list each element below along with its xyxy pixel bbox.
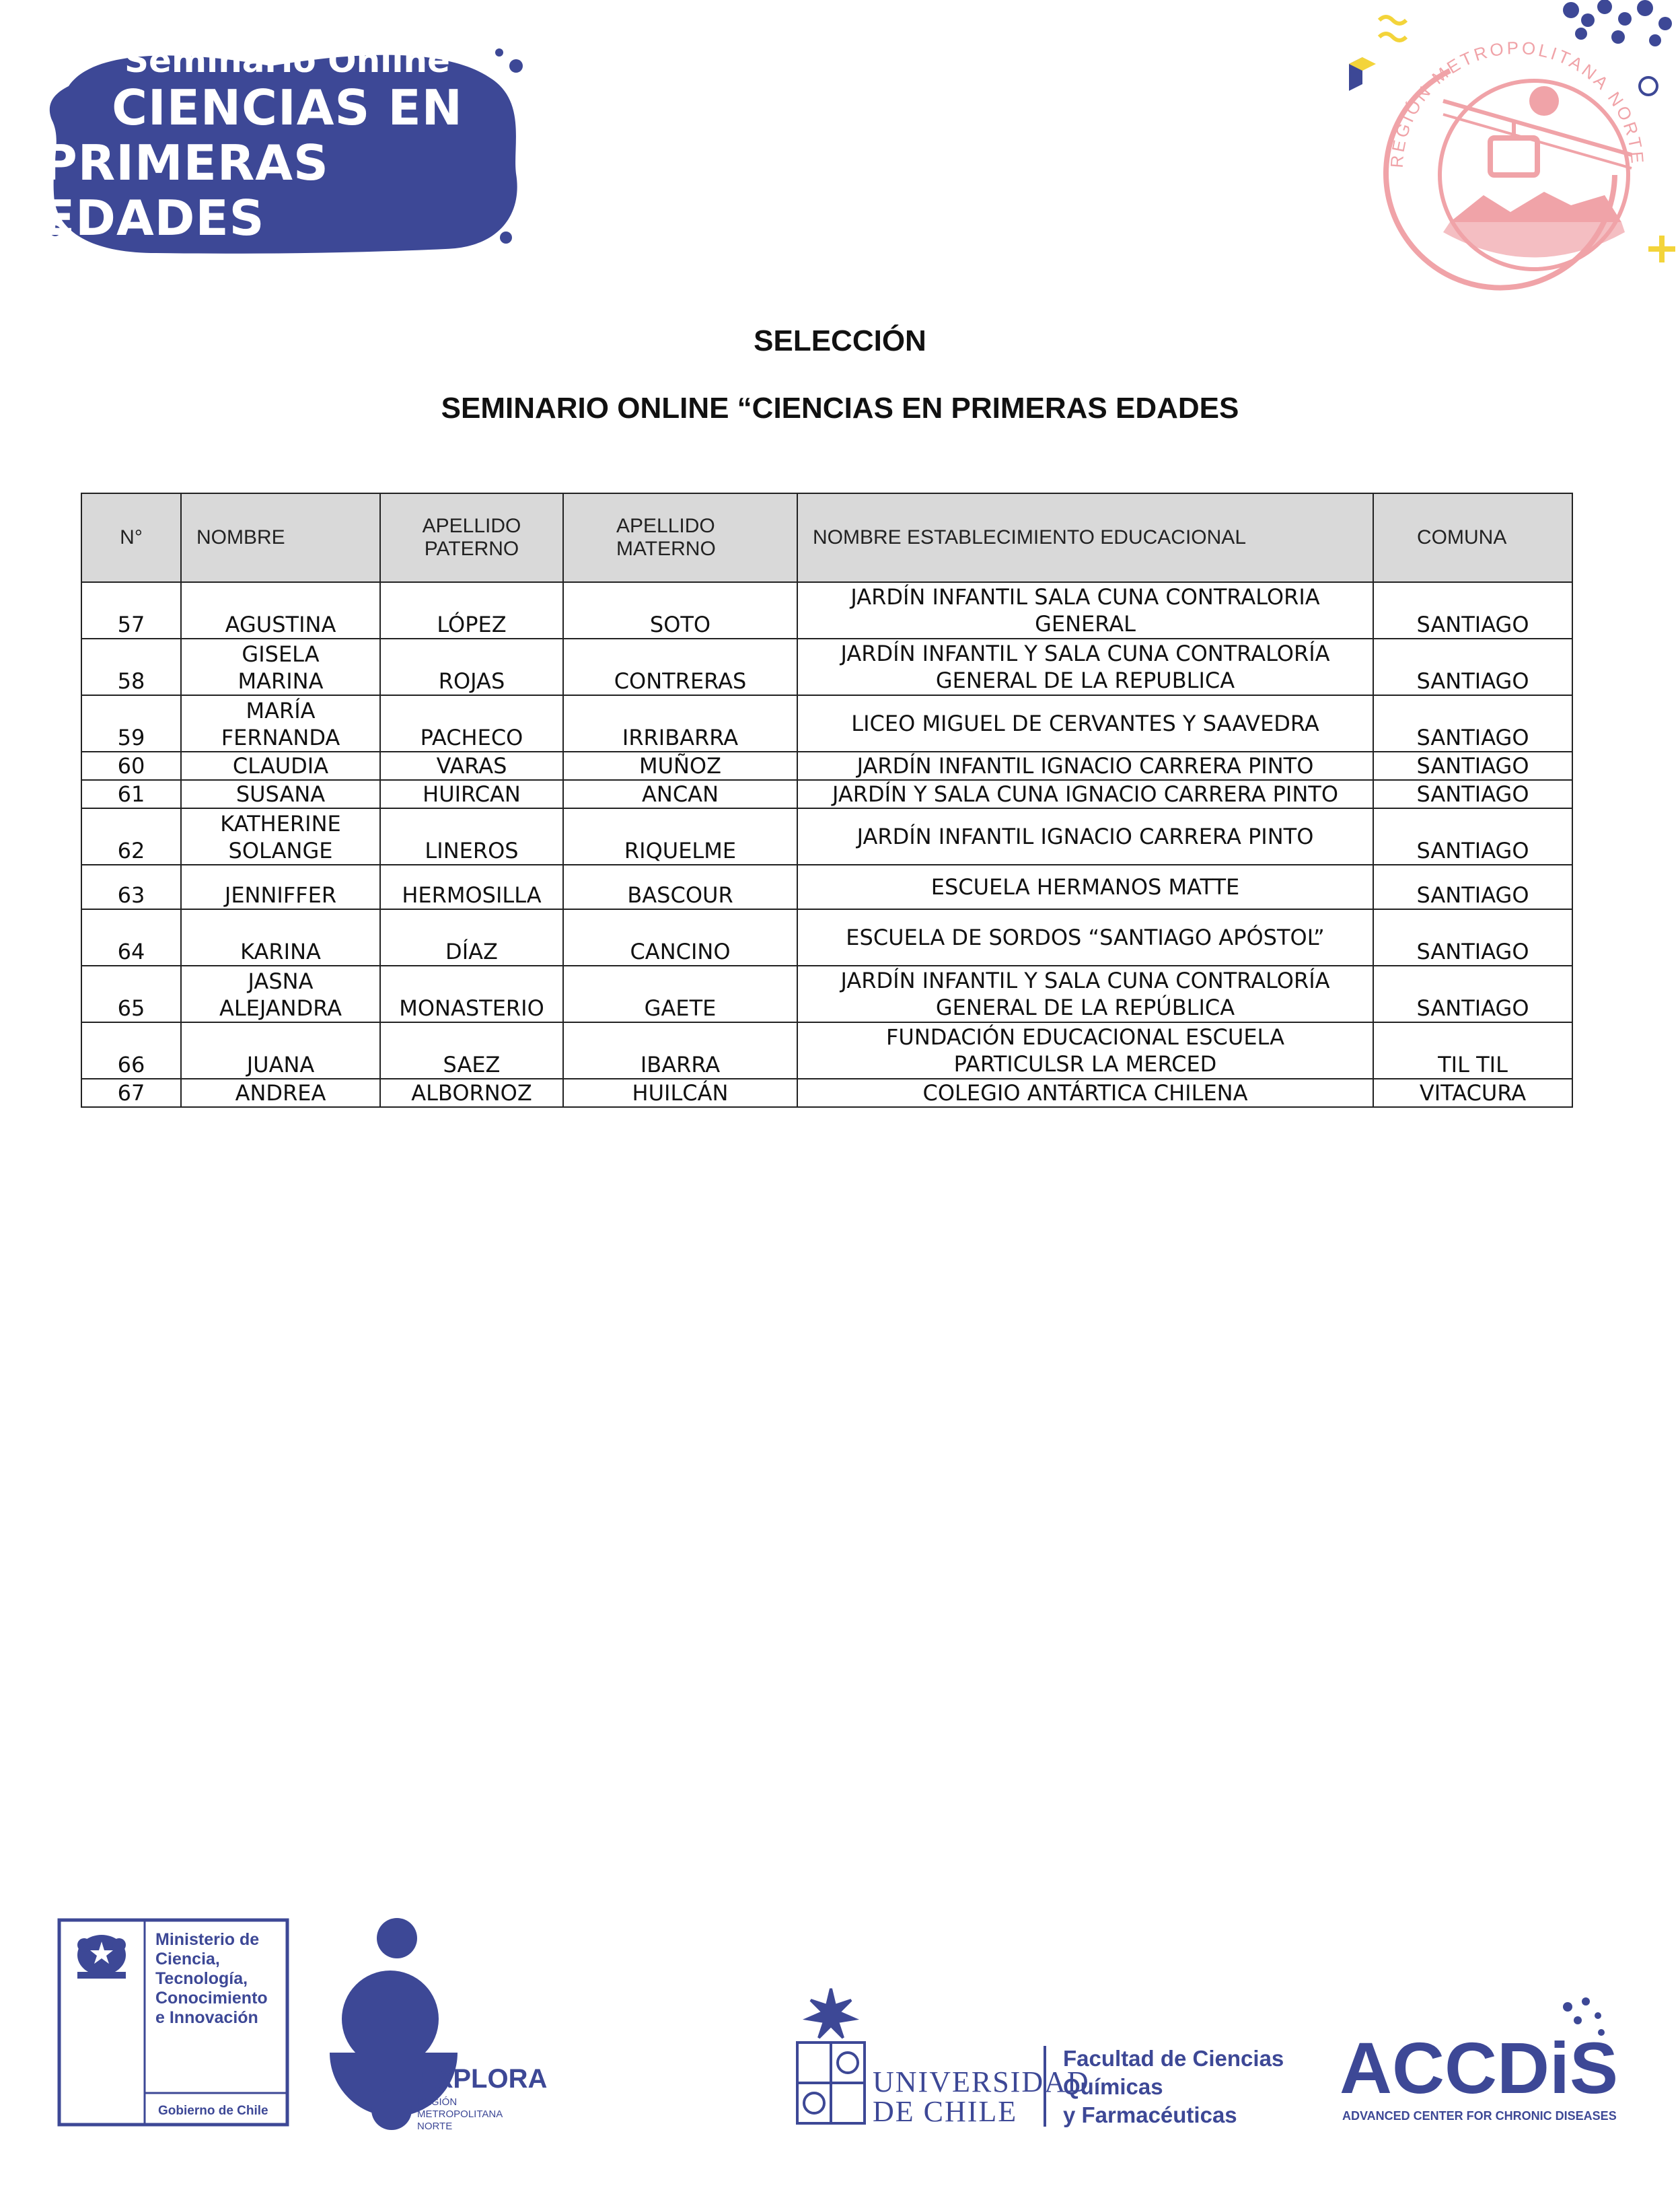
cell-paterno: LÓPEZ	[380, 582, 563, 639]
uchile-line-1: UNIVERSIDAD	[873, 2065, 1090, 2098]
cell-paterno: VARAS	[380, 752, 563, 780]
explora-logo	[316, 1911, 558, 2133]
cell-num: 64	[81, 909, 181, 966]
cell-nombre: SUSANA	[181, 780, 380, 808]
cell-materno: GAETE	[563, 966, 797, 1022]
table-row	[81, 909, 1572, 966]
table-row	[81, 1079, 1572, 1107]
header-materno-line2: MATERNO	[616, 538, 716, 560]
cell-nombre: GISELA MARINA	[181, 639, 380, 695]
accdis-logo	[1336, 1992, 1632, 2127]
banner-subtitle: Seminario Online	[124, 41, 450, 80]
cell-materno: SOTO	[563, 582, 797, 639]
header-materno-line1: APELLIDO	[616, 515, 715, 537]
cell-materno: BASCOUR	[563, 865, 797, 909]
facultad-line-2: Químicas	[1063, 2074, 1163, 2099]
region-label: REGIÓN METROPOLITANA NORTE	[1386, 37, 1648, 169]
cell-comuna: SANTIAGO	[1373, 582, 1572, 639]
cell-establecimiento: JARDÍN Y SALA CUNA IGNACIO CARRERA PINTO	[797, 780, 1373, 808]
cell-establecimiento: ESCUELA DE SORDOS “SANTIAGO APÓSTOL”	[797, 909, 1373, 966]
cell-establecimiento: LICEO MIGUEL DE CERVANTES Y SAAVEDRA	[797, 695, 1373, 752]
selection-table	[81, 493, 1573, 1108]
cell-num: 60	[81, 752, 181, 780]
uchile-logo	[791, 1979, 1302, 2133]
banner-line-2: PRIMERAS EDADES	[42, 135, 329, 246]
cell-num: 61	[81, 780, 181, 808]
cell-num: 58	[81, 639, 181, 695]
explora-label: EXPLORA	[417, 2064, 548, 2094]
cell-establecimiento: COLEGIO ANTÁRTICA CHILENA	[797, 1079, 1373, 1107]
cell-nombre: CLAUDIA	[181, 752, 380, 780]
ministerio-line-4: Conocimiento	[155, 1989, 268, 2008]
cell-establecimiento: JARDÍN INFANTIL IGNACIO CARRERA PINTO	[797, 808, 1373, 865]
cell-paterno: LINEROS	[380, 808, 563, 865]
header-establecimiento: NOMBRE ESTABLECIMIENTO EDUCACIONAL	[797, 493, 1373, 582]
table-row	[81, 966, 1572, 1022]
cell-comuna: SANTIAGO	[1373, 865, 1572, 909]
page-title: SELECCIÓN	[754, 324, 926, 357]
cell-nombre: AGUSTINA	[181, 582, 380, 639]
header-nombre: NOMBRE	[181, 493, 380, 582]
cell-comuna: SANTIAGO	[1373, 752, 1572, 780]
facultad-line-3: y Farmacéuticas	[1063, 2102, 1237, 2127]
cell-paterno: HUIRCAN	[380, 780, 563, 808]
cell-establecimiento: FUNDACIÓN EDUCACIONAL ESCUELA PARTICULSR LA MERCED	[797, 1022, 1373, 1079]
coat-of-arms-icon	[77, 1935, 126, 1979]
cell-comuna: VITACURA	[1373, 1079, 1572, 1107]
facultad-line-1: Facultad de Ciencias	[1063, 2046, 1284, 2071]
cell-nombre: JENNIFFER	[181, 865, 380, 909]
cell-comuna: SANTIAGO	[1373, 966, 1572, 1022]
cell-nombre: KARINA	[181, 909, 380, 966]
cell-materno: ANCAN	[563, 780, 797, 808]
cell-comuna: SANTIAGO	[1373, 695, 1572, 752]
header-materno	[563, 493, 797, 582]
cell-materno: RIQUELME	[563, 808, 797, 865]
ministerio-line-2: Ciencia,	[155, 1950, 220, 1968]
gobierno-label: Gobierno de Chile	[158, 2104, 268, 2118]
uchile-crest-icon	[797, 1989, 865, 2123]
cell-num: 57	[81, 582, 181, 639]
uchile-line-2: DE CHILE	[873, 2095, 1018, 2128]
cell-num: 63	[81, 865, 181, 909]
cell-paterno: ROJAS	[380, 639, 563, 695]
cell-nombre: JUANA	[181, 1022, 380, 1079]
cell-materno: IRRIBARRA	[563, 695, 797, 752]
ministerio-line-3: Tecnología,	[155, 1969, 248, 1988]
cell-establecimiento: ESCUELA HERMANOS MATTE	[797, 865, 1373, 909]
cell-num: 65	[81, 966, 181, 1022]
cell-comuna: SANTIAGO	[1373, 808, 1572, 865]
cell-establecimiento: JARDÍN INFANTIL Y SALA CUNA CONTRALORÍA GENERAL DE LA REPÚBLICA	[797, 966, 1373, 1022]
cell-paterno: DÍAZ	[380, 909, 563, 966]
cell-establecimiento: JARDÍN INFANTIL Y SALA CUNA CONTRALORÍA GENERAL DE LA REPUBLICA	[797, 639, 1373, 695]
table-row	[81, 752, 1572, 780]
explora-sub-3: NORTE	[417, 2121, 453, 2132]
cell-materno: MUÑOZ	[563, 752, 797, 780]
cell-num: 59	[81, 695, 181, 752]
header-num: N°	[81, 493, 181, 582]
cell-nombre: MARÍA FERNANDA	[181, 695, 380, 752]
table-row	[81, 808, 1572, 865]
header-paterno	[380, 493, 563, 582]
table-row	[81, 582, 1572, 639]
page-subtitle: SEMINARIO ONLINE “CIENCIAS EN PRIMERAS EDADES	[441, 392, 1239, 425]
cell-materno: CANCINO	[563, 909, 797, 966]
cell-materno: IBARRA	[563, 1022, 797, 1079]
explora-sub-2: METROPOLITANA	[417, 2108, 503, 2120]
table-row	[81, 865, 1572, 909]
cell-materno: CONTRERAS	[563, 639, 797, 695]
cell-comuna: SANTIAGO	[1373, 780, 1572, 808]
cell-nombre: JASNA ALEJANDRA	[181, 966, 380, 1022]
ministerio-logo	[57, 1918, 289, 2127]
explora-sub-1: REGIÓN	[417, 2096, 458, 2108]
cell-materno: HUILCÁN	[563, 1079, 797, 1107]
cell-num: 67	[81, 1079, 181, 1107]
header-comuna: COMUNA	[1373, 493, 1572, 582]
cell-comuna: TIL TIL	[1373, 1022, 1572, 1079]
region-emblem	[1349, 0, 1680, 296]
cell-comuna: SANTIAGO	[1373, 909, 1572, 966]
table-row	[81, 639, 1572, 695]
cell-paterno: MONASTERIO	[380, 966, 563, 1022]
cell-paterno: ALBORNOZ	[380, 1079, 563, 1107]
cell-paterno: HERMOSILLA	[380, 865, 563, 909]
header-paterno-line1: APELLIDO	[422, 515, 521, 537]
cell-establecimiento: JARDÍN INFANTIL IGNACIO CARRERA PINTO	[797, 752, 1373, 780]
table-header-row	[81, 493, 1572, 582]
ministerio-line-1: Ministerio de	[155, 1930, 260, 1949]
table-row	[81, 780, 1572, 808]
table-row	[81, 1022, 1572, 1079]
banner-line-1: CIENCIAS EN	[112, 79, 463, 136]
accdis-label: ACCDiS	[1340, 2027, 1619, 2108]
cell-nombre: ANDREA	[181, 1079, 380, 1107]
accdis-sub: ADVANCED CENTER FOR CHRONIC DISEASES	[1342, 2109, 1617, 2123]
table-row	[81, 695, 1572, 752]
cell-comuna: SANTIAGO	[1373, 639, 1572, 695]
header-paterno-line2: PATERNO	[424, 538, 519, 560]
cell-num: 62	[81, 808, 181, 865]
ministerio-line-5: e Innovación	[155, 2008, 258, 2027]
cell-paterno: SAEZ	[380, 1022, 563, 1079]
cell-paterno: PACHECO	[380, 695, 563, 752]
cell-num: 66	[81, 1022, 181, 1079]
cell-nombre: KATHERINE SOLANGE	[181, 808, 380, 865]
cell-establecimiento: JARDÍN INFANTIL SALA CUNA CONTRALORIA GENERAL	[797, 582, 1373, 639]
banner-text	[42, 39, 533, 261]
